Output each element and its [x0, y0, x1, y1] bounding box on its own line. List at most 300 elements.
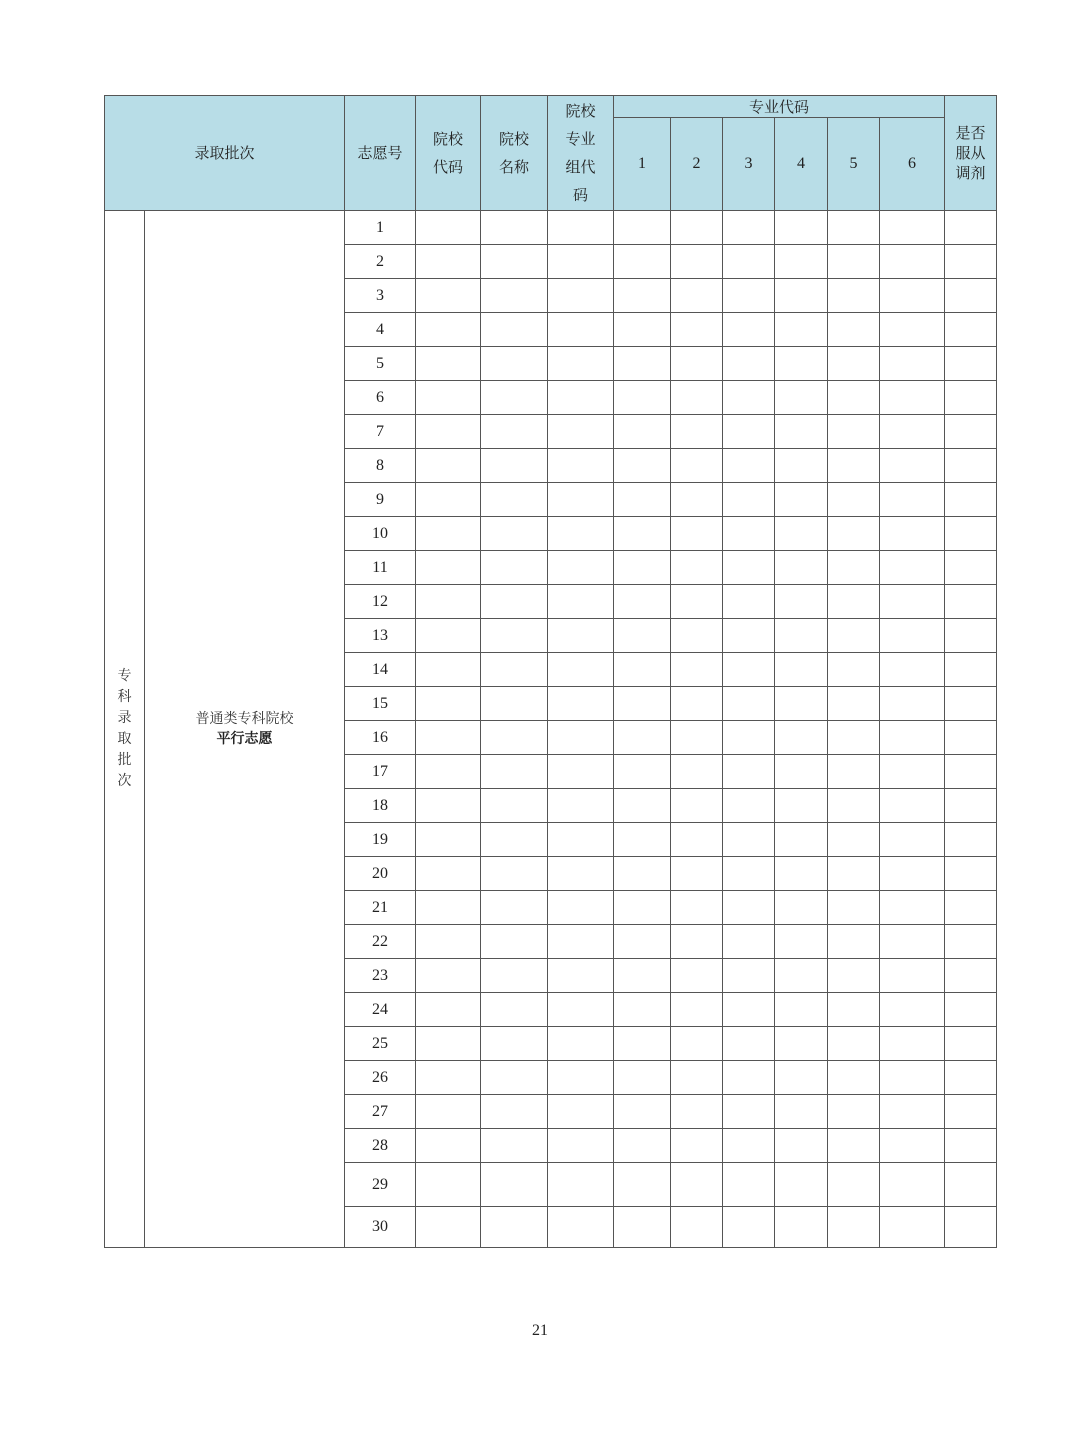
major-6-cell[interactable] [880, 1129, 945, 1163]
major-6-cell[interactable] [880, 959, 945, 993]
major-2-cell[interactable] [671, 789, 723, 823]
major-4-cell[interactable] [775, 891, 828, 925]
school-name-cell[interactable] [481, 925, 548, 959]
school-code-cell[interactable] [416, 483, 481, 517]
school-code-cell[interactable] [416, 211, 481, 245]
major-6-cell[interactable] [880, 619, 945, 653]
major-5-cell[interactable] [828, 959, 880, 993]
major-4-cell[interactable] [775, 823, 828, 857]
adjust-cell[interactable] [945, 313, 997, 347]
major-5-cell[interactable] [828, 789, 880, 823]
major-2-cell[interactable] [671, 1027, 723, 1061]
adjust-cell[interactable] [945, 347, 997, 381]
major-5-cell[interactable] [828, 653, 880, 687]
school-name-cell[interactable] [481, 313, 548, 347]
major-6-cell[interactable] [880, 517, 945, 551]
major-2-cell[interactable] [671, 721, 723, 755]
school-name-cell[interactable] [481, 653, 548, 687]
adjust-cell[interactable] [945, 959, 997, 993]
major-3-cell[interactable] [723, 415, 775, 449]
school-code-cell[interactable] [416, 857, 481, 891]
adjust-cell[interactable] [945, 449, 997, 483]
major-6-cell[interactable] [880, 245, 945, 279]
major-5-cell[interactable] [828, 687, 880, 721]
major-3-cell[interactable] [723, 381, 775, 415]
school-code-cell[interactable] [416, 1163, 481, 1207]
school-code-cell[interactable] [416, 245, 481, 279]
major-1-cell[interactable] [614, 1027, 671, 1061]
group-code-cell[interactable] [548, 993, 614, 1027]
major-6-cell[interactable] [880, 415, 945, 449]
major-3-cell[interactable] [723, 347, 775, 381]
major-6-cell[interactable] [880, 755, 945, 789]
major-3-cell[interactable] [723, 959, 775, 993]
adjust-cell[interactable] [945, 585, 997, 619]
major-5-cell[interactable] [828, 415, 880, 449]
major-5-cell[interactable] [828, 993, 880, 1027]
major-1-cell[interactable] [614, 755, 671, 789]
major-6-cell[interactable] [880, 381, 945, 415]
school-code-cell[interactable] [416, 449, 481, 483]
major-2-cell[interactable] [671, 993, 723, 1027]
group-code-cell[interactable] [548, 1061, 614, 1095]
major-1-cell[interactable] [614, 245, 671, 279]
major-2-cell[interactable] [671, 1129, 723, 1163]
school-code-cell[interactable] [416, 891, 481, 925]
major-2-cell[interactable] [671, 925, 723, 959]
major-1-cell[interactable] [614, 653, 671, 687]
major-6-cell[interactable] [880, 313, 945, 347]
major-1-cell[interactable] [614, 551, 671, 585]
major-5-cell[interactable] [828, 483, 880, 517]
major-6-cell[interactable] [880, 449, 945, 483]
major-1-cell[interactable] [614, 925, 671, 959]
major-3-cell[interactable] [723, 279, 775, 313]
major-4-cell[interactable] [775, 1207, 828, 1248]
major-2-cell[interactable] [671, 653, 723, 687]
major-4-cell[interactable] [775, 687, 828, 721]
major-5-cell[interactable] [828, 517, 880, 551]
major-2-cell[interactable] [671, 687, 723, 721]
school-code-cell[interactable] [416, 993, 481, 1027]
group-code-cell[interactable] [548, 721, 614, 755]
adjust-cell[interactable] [945, 415, 997, 449]
school-name-cell[interactable] [481, 517, 548, 551]
major-3-cell[interactable] [723, 619, 775, 653]
major-5-cell[interactable] [828, 381, 880, 415]
major-2-cell[interactable] [671, 1163, 723, 1207]
school-name-cell[interactable] [481, 1129, 548, 1163]
group-code-cell[interactable] [548, 687, 614, 721]
school-name-cell[interactable] [481, 211, 548, 245]
major-4-cell[interactable] [775, 789, 828, 823]
major-1-cell[interactable] [614, 1095, 671, 1129]
major-6-cell[interactable] [880, 891, 945, 925]
major-3-cell[interactable] [723, 1095, 775, 1129]
major-3-cell[interactable] [723, 891, 775, 925]
school-name-cell[interactable] [481, 993, 548, 1027]
major-3-cell[interactable] [723, 449, 775, 483]
group-code-cell[interactable] [548, 619, 614, 653]
major-2-cell[interactable] [671, 755, 723, 789]
major-3-cell[interactable] [723, 1207, 775, 1248]
school-code-cell[interactable] [416, 551, 481, 585]
group-code-cell[interactable] [548, 789, 614, 823]
school-code-cell[interactable] [416, 1129, 481, 1163]
major-1-cell[interactable] [614, 619, 671, 653]
school-code-cell[interactable] [416, 313, 481, 347]
major-6-cell[interactable] [880, 789, 945, 823]
major-4-cell[interactable] [775, 755, 828, 789]
major-1-cell[interactable] [614, 1061, 671, 1095]
major-5-cell[interactable] [828, 313, 880, 347]
school-code-cell[interactable] [416, 381, 481, 415]
major-4-cell[interactable] [775, 721, 828, 755]
group-code-cell[interactable] [548, 653, 614, 687]
group-code-cell[interactable] [548, 381, 614, 415]
major-4-cell[interactable] [775, 1027, 828, 1061]
adjust-cell[interactable] [945, 823, 997, 857]
major-3-cell[interactable] [723, 1027, 775, 1061]
major-2-cell[interactable] [671, 415, 723, 449]
major-3-cell[interactable] [723, 483, 775, 517]
major-2-cell[interactable] [671, 517, 723, 551]
major-1-cell[interactable] [614, 415, 671, 449]
major-1-cell[interactable] [614, 347, 671, 381]
major-1-cell[interactable] [614, 211, 671, 245]
group-code-cell[interactable] [548, 449, 614, 483]
major-3-cell[interactable] [723, 653, 775, 687]
school-code-cell[interactable] [416, 823, 481, 857]
school-code-cell[interactable] [416, 687, 481, 721]
adjust-cell[interactable] [945, 687, 997, 721]
major-4-cell[interactable] [775, 1061, 828, 1095]
adjust-cell[interactable] [945, 517, 997, 551]
major-1-cell[interactable] [614, 857, 671, 891]
group-code-cell[interactable] [548, 1207, 614, 1248]
major-5-cell[interactable] [828, 755, 880, 789]
major-4-cell[interactable] [775, 993, 828, 1027]
group-code-cell[interactable] [548, 1095, 614, 1129]
major-4-cell[interactable] [775, 1163, 828, 1207]
major-3-cell[interactable] [723, 211, 775, 245]
major-5-cell[interactable] [828, 1163, 880, 1207]
major-5-cell[interactable] [828, 1061, 880, 1095]
adjust-cell[interactable] [945, 653, 997, 687]
major-6-cell[interactable] [880, 1027, 945, 1061]
major-5-cell[interactable] [828, 245, 880, 279]
school-code-cell[interactable] [416, 721, 481, 755]
major-1-cell[interactable] [614, 1129, 671, 1163]
adjust-cell[interactable] [945, 857, 997, 891]
adjust-cell[interactable] [945, 755, 997, 789]
major-1-cell[interactable] [614, 721, 671, 755]
group-code-cell[interactable] [548, 279, 614, 313]
major-2-cell[interactable] [671, 1207, 723, 1248]
major-3-cell[interactable] [723, 823, 775, 857]
major-5-cell[interactable] [828, 1129, 880, 1163]
major-4-cell[interactable] [775, 619, 828, 653]
group-code-cell[interactable] [548, 959, 614, 993]
school-code-cell[interactable] [416, 517, 481, 551]
school-code-cell[interactable] [416, 959, 481, 993]
adjust-cell[interactable] [945, 1095, 997, 1129]
major-3-cell[interactable] [723, 1163, 775, 1207]
major-1-cell[interactable] [614, 517, 671, 551]
major-6-cell[interactable] [880, 857, 945, 891]
school-name-cell[interactable] [481, 789, 548, 823]
adjust-cell[interactable] [945, 483, 997, 517]
school-name-cell[interactable] [481, 721, 548, 755]
major-6-cell[interactable] [880, 585, 945, 619]
major-2-cell[interactable] [671, 483, 723, 517]
school-name-cell[interactable] [481, 1207, 548, 1248]
adjust-cell[interactable] [945, 1129, 997, 1163]
school-name-cell[interactable] [481, 1163, 548, 1207]
adjust-cell[interactable] [945, 279, 997, 313]
group-code-cell[interactable] [548, 517, 614, 551]
major-5-cell[interactable] [828, 585, 880, 619]
school-code-cell[interactable] [416, 653, 481, 687]
major-4-cell[interactable] [775, 1129, 828, 1163]
school-name-cell[interactable] [481, 1061, 548, 1095]
school-code-cell[interactable] [416, 1061, 481, 1095]
school-code-cell[interactable] [416, 755, 481, 789]
major-3-cell[interactable] [723, 517, 775, 551]
major-4-cell[interactable] [775, 551, 828, 585]
major-2-cell[interactable] [671, 449, 723, 483]
school-name-cell[interactable] [481, 959, 548, 993]
school-name-cell[interactable] [481, 347, 548, 381]
major-2-cell[interactable] [671, 347, 723, 381]
major-6-cell[interactable] [880, 925, 945, 959]
major-1-cell[interactable] [614, 381, 671, 415]
major-5-cell[interactable] [828, 823, 880, 857]
major-6-cell[interactable] [880, 653, 945, 687]
group-code-cell[interactable] [548, 245, 614, 279]
major-2-cell[interactable] [671, 211, 723, 245]
major-6-cell[interactable] [880, 1095, 945, 1129]
school-code-cell[interactable] [416, 1095, 481, 1129]
major-1-cell[interactable] [614, 959, 671, 993]
major-5-cell[interactable] [828, 449, 880, 483]
major-3-cell[interactable] [723, 789, 775, 823]
major-3-cell[interactable] [723, 313, 775, 347]
group-code-cell[interactable] [548, 1163, 614, 1207]
major-6-cell[interactable] [880, 721, 945, 755]
group-code-cell[interactable] [548, 857, 614, 891]
adjust-cell[interactable] [945, 1061, 997, 1095]
major-5-cell[interactable] [828, 721, 880, 755]
group-code-cell[interactable] [548, 1129, 614, 1163]
major-2-cell[interactable] [671, 279, 723, 313]
group-code-cell[interactable] [548, 585, 614, 619]
major-1-cell[interactable] [614, 279, 671, 313]
adjust-cell[interactable] [945, 1027, 997, 1061]
major-4-cell[interactable] [775, 415, 828, 449]
group-code-cell[interactable] [548, 891, 614, 925]
group-code-cell[interactable] [548, 211, 614, 245]
school-name-cell[interactable] [481, 381, 548, 415]
school-code-cell[interactable] [416, 415, 481, 449]
major-4-cell[interactable] [775, 517, 828, 551]
major-1-cell[interactable] [614, 687, 671, 721]
major-6-cell[interactable] [880, 211, 945, 245]
school-name-cell[interactable] [481, 687, 548, 721]
school-code-cell[interactable] [416, 925, 481, 959]
group-code-cell[interactable] [548, 313, 614, 347]
major-5-cell[interactable] [828, 551, 880, 585]
school-name-cell[interactable] [481, 1027, 548, 1061]
major-1-cell[interactable] [614, 313, 671, 347]
major-3-cell[interactable] [723, 245, 775, 279]
adjust-cell[interactable] [945, 245, 997, 279]
major-1-cell[interactable] [614, 1207, 671, 1248]
major-4-cell[interactable] [775, 381, 828, 415]
school-name-cell[interactable] [481, 415, 548, 449]
major-6-cell[interactable] [880, 1207, 945, 1248]
major-6-cell[interactable] [880, 347, 945, 381]
school-name-cell[interactable] [481, 551, 548, 585]
major-4-cell[interactable] [775, 211, 828, 245]
major-3-cell[interactable] [723, 755, 775, 789]
adjust-cell[interactable] [945, 551, 997, 585]
major-3-cell[interactable] [723, 585, 775, 619]
major-3-cell[interactable] [723, 1061, 775, 1095]
major-4-cell[interactable] [775, 483, 828, 517]
major-5-cell[interactable] [828, 347, 880, 381]
group-code-cell[interactable] [548, 483, 614, 517]
major-2-cell[interactable] [671, 619, 723, 653]
major-4-cell[interactable] [775, 1095, 828, 1129]
group-code-cell[interactable] [548, 823, 614, 857]
major-5-cell[interactable] [828, 619, 880, 653]
school-name-cell[interactable] [481, 619, 548, 653]
major-1-cell[interactable] [614, 483, 671, 517]
major-6-cell[interactable] [880, 483, 945, 517]
major-3-cell[interactable] [723, 721, 775, 755]
major-5-cell[interactable] [828, 1027, 880, 1061]
major-2-cell[interactable] [671, 313, 723, 347]
major-2-cell[interactable] [671, 245, 723, 279]
school-code-cell[interactable] [416, 619, 481, 653]
adjust-cell[interactable] [945, 993, 997, 1027]
adjust-cell[interactable] [945, 1163, 997, 1207]
group-code-cell[interactable] [548, 755, 614, 789]
school-code-cell[interactable] [416, 279, 481, 313]
school-code-cell[interactable] [416, 789, 481, 823]
major-1-cell[interactable] [614, 789, 671, 823]
school-code-cell[interactable] [416, 1027, 481, 1061]
major-4-cell[interactable] [775, 857, 828, 891]
major-6-cell[interactable] [880, 551, 945, 585]
major-3-cell[interactable] [723, 551, 775, 585]
major-5-cell[interactable] [828, 279, 880, 313]
adjust-cell[interactable] [945, 891, 997, 925]
group-code-cell[interactable] [548, 347, 614, 381]
major-3-cell[interactable] [723, 925, 775, 959]
major-1-cell[interactable] [614, 891, 671, 925]
group-code-cell[interactable] [548, 1027, 614, 1061]
adjust-cell[interactable] [945, 381, 997, 415]
major-5-cell[interactable] [828, 891, 880, 925]
major-2-cell[interactable] [671, 551, 723, 585]
major-3-cell[interactable] [723, 857, 775, 891]
major-6-cell[interactable] [880, 993, 945, 1027]
major-3-cell[interactable] [723, 687, 775, 721]
adjust-cell[interactable] [945, 925, 997, 959]
major-4-cell[interactable] [775, 585, 828, 619]
school-name-cell[interactable] [481, 755, 548, 789]
adjust-cell[interactable] [945, 1207, 997, 1248]
major-1-cell[interactable] [614, 1163, 671, 1207]
major-3-cell[interactable] [723, 1129, 775, 1163]
major-6-cell[interactable] [880, 279, 945, 313]
major-4-cell[interactable] [775, 925, 828, 959]
adjust-cell[interactable] [945, 721, 997, 755]
major-6-cell[interactable] [880, 1163, 945, 1207]
major-2-cell[interactable] [671, 585, 723, 619]
school-name-cell[interactable] [481, 279, 548, 313]
school-name-cell[interactable] [481, 857, 548, 891]
school-code-cell[interactable] [416, 1207, 481, 1248]
major-2-cell[interactable] [671, 959, 723, 993]
major-4-cell[interactable] [775, 347, 828, 381]
major-3-cell[interactable] [723, 993, 775, 1027]
major-1-cell[interactable] [614, 449, 671, 483]
school-name-cell[interactable] [481, 245, 548, 279]
major-5-cell[interactable] [828, 1207, 880, 1248]
school-name-cell[interactable] [481, 891, 548, 925]
major-5-cell[interactable] [828, 925, 880, 959]
adjust-cell[interactable] [945, 619, 997, 653]
school-name-cell[interactable] [481, 449, 548, 483]
group-code-cell[interactable] [548, 415, 614, 449]
major-4-cell[interactable] [775, 959, 828, 993]
major-2-cell[interactable] [671, 891, 723, 925]
major-6-cell[interactable] [880, 823, 945, 857]
school-name-cell[interactable] [481, 1095, 548, 1129]
school-name-cell[interactable] [481, 823, 548, 857]
major-2-cell[interactable] [671, 381, 723, 415]
major-2-cell[interactable] [671, 823, 723, 857]
school-name-cell[interactable] [481, 483, 548, 517]
major-5-cell[interactable] [828, 211, 880, 245]
major-4-cell[interactable] [775, 449, 828, 483]
major-1-cell[interactable] [614, 585, 671, 619]
group-code-cell[interactable] [548, 551, 614, 585]
major-1-cell[interactable] [614, 823, 671, 857]
school-code-cell[interactable] [416, 347, 481, 381]
major-4-cell[interactable] [775, 653, 828, 687]
major-5-cell[interactable] [828, 1095, 880, 1129]
major-4-cell[interactable] [775, 313, 828, 347]
group-code-cell[interactable] [548, 925, 614, 959]
major-1-cell[interactable] [614, 993, 671, 1027]
major-2-cell[interactable] [671, 857, 723, 891]
major-2-cell[interactable] [671, 1095, 723, 1129]
major-6-cell[interactable] [880, 687, 945, 721]
adjust-cell[interactable] [945, 789, 997, 823]
major-2-cell[interactable] [671, 1061, 723, 1095]
major-4-cell[interactable] [775, 279, 828, 313]
school-code-cell[interactable] [416, 585, 481, 619]
major-5-cell[interactable] [828, 857, 880, 891]
adjust-cell[interactable] [945, 211, 997, 245]
major-6-cell[interactable] [880, 1061, 945, 1095]
major-4-cell[interactable] [775, 245, 828, 279]
school-name-cell[interactable] [481, 585, 548, 619]
